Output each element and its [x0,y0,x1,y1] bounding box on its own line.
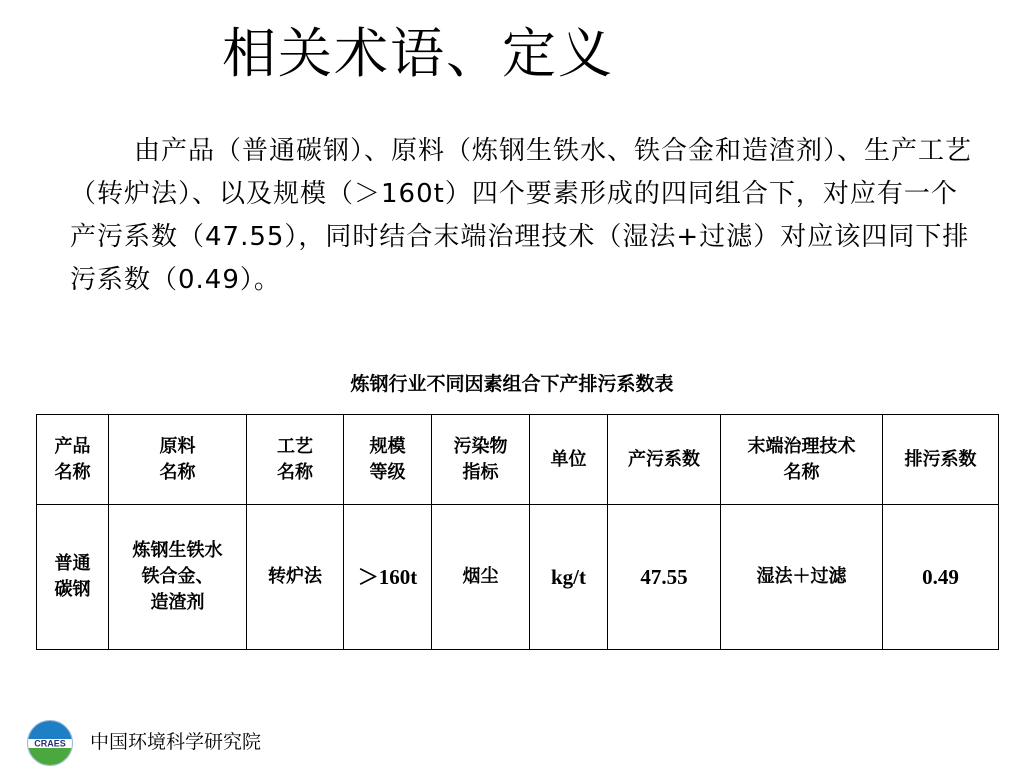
header-text: 名称 [783,461,820,483]
header-unit [530,415,608,505]
header-text: 名称 [159,461,196,483]
cell-material [109,505,247,650]
cell-text: ＞160t [357,565,418,589]
header-treatment-technology [721,415,883,505]
slide-title: 相关术语、定义 [222,22,614,85]
header-pollutant-indicator [432,415,530,505]
emission-coefficient-table [36,414,999,650]
header-text: 产品 [54,435,91,457]
header-text: 名称 [54,461,91,483]
cell-generation-coefficient [608,505,721,650]
header-process-name [247,415,344,505]
header-text: 单位 [550,448,587,470]
cell-treatment-technology [721,505,883,650]
header-text: 名称 [277,461,313,483]
header-text: 规模 [369,435,406,457]
cell-scale [344,505,432,650]
logo-text: CRAES [34,738,66,749]
organization-name: 中国环境科学研究院 [90,731,262,753]
cell-product [37,505,109,650]
cell-text: 普通 [54,553,91,574]
header-scale-level [344,415,432,505]
header-text: 等级 [369,461,406,483]
logo-sky-band [26,719,74,739]
cell-text: 47.55 [640,565,688,589]
header-text: 原料 [159,435,196,457]
header-text: 排污系数 [904,448,977,470]
header-text: 末端治理技术 [747,435,856,457]
table-caption: 炼钢行业不同因素组合下产排污系数表 [350,373,674,395]
header-text: 工艺 [277,435,313,457]
table-header-row [37,415,999,505]
cell-unit [530,505,608,650]
cell-pollutant [432,505,530,650]
table-row [37,505,999,650]
cell-text: 碳钢 [54,579,91,600]
cell-text: 转炉法 [268,566,322,587]
header-material-name [109,415,247,505]
cell-text: kg/t [550,565,586,589]
cell-text: 烟尘 [462,566,499,587]
header-discharge-coefficient [883,415,999,505]
cell-text: 炼钢生铁水 [132,540,223,561]
cell-text: 铁合金、 [141,566,214,587]
cell-discharge-coefficient [883,505,999,650]
cell-text: 造渣剂 [150,592,205,613]
cell-text: 湿法＋过滤 [756,566,847,587]
cell-text: 0.49 [922,565,959,589]
cell-process [247,505,344,650]
header-generation-coefficient [608,415,721,505]
header-text: 污染物 [453,435,508,457]
header-text: 产污系数 [628,448,700,470]
header-text: 指标 [462,461,499,483]
craes-logo [26,719,74,767]
definition-paragraph: 由产品（普通碳钢）、原料（炼钢生铁水、铁合金和造渣剂）、生产工艺（转炉法）、以及规模（＞160t）四个要素形成的四同组合下，对应有一个产污系数（47.55），同时结合末端治理技术（湿法+过滤）对应该四同下排污系数（0.49）。 [70,136,973,295]
header-product-name [37,415,109,505]
